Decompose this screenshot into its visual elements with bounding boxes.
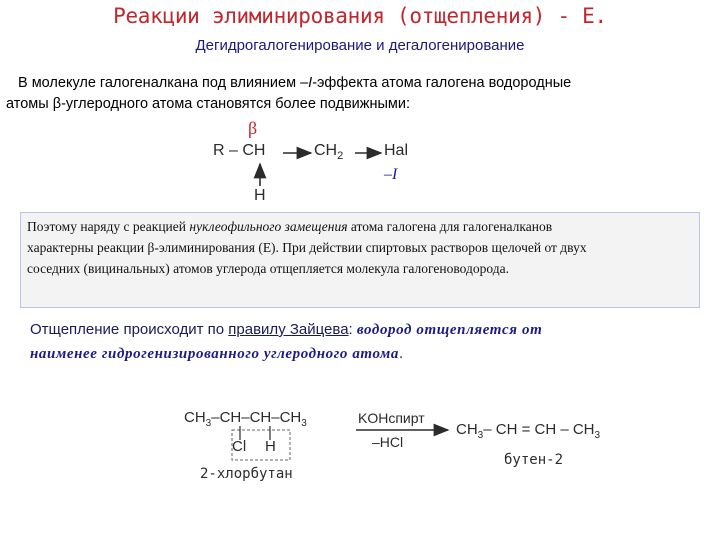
ch2-label: CH xyxy=(314,142,338,159)
note-emphasis: нуклеофильного замещения xyxy=(189,219,348,234)
reactant-name: 2-хлорбутан xyxy=(200,466,293,482)
scheme-h: H xyxy=(254,187,266,204)
rule-period: . xyxy=(399,345,404,362)
beta-symbol: β xyxy=(52,96,62,112)
rule-emphasis: водород отщепляется от xyxy=(356,322,543,338)
note-line-1 xyxy=(27,216,699,237)
zaitsev-rule xyxy=(30,318,710,366)
product-name: бутен-2 xyxy=(504,452,564,468)
intro-text: В молекуле галогеналкана под влиянием xyxy=(18,75,301,91)
hydrogen-label: H xyxy=(265,438,276,455)
rule-emphasis: наименее гидрогенизированного углеродного атома xyxy=(30,346,400,362)
zaitsev-rule-link[interactable]: правилу Зайцева xyxy=(228,321,349,338)
scheme-hal: Hal xyxy=(384,142,409,159)
reagent-label: KOHспирт xyxy=(358,410,425,426)
page-subtitle: Дегидрогалогенирование и дегалогенирование xyxy=(195,37,525,54)
note-text-span: атома галогена для галогеналканов xyxy=(347,219,553,234)
ch2-subscript: 2 xyxy=(337,150,344,163)
note-line-2: характерны реакции β-элиминирования (E). При действии спиртовых растворов щелочей от двух xyxy=(27,240,587,255)
chlorine-label: Cl xyxy=(232,438,247,455)
note-text xyxy=(27,216,699,279)
minus-i-label: –I xyxy=(384,166,398,183)
chain-label: – CH = CH – CH xyxy=(483,421,595,438)
page-title: Реакции элиминирования (отщепления) - E. xyxy=(113,4,607,28)
rule-line-2 xyxy=(30,342,710,366)
reactant-formula xyxy=(184,409,307,429)
inductive-effect-label: –I xyxy=(300,75,313,91)
chain-label: –CH–CH–CH xyxy=(211,409,302,426)
subscript: 3 xyxy=(477,430,484,441)
ch3-label: CH xyxy=(456,421,478,438)
rule-text: : xyxy=(348,321,357,338)
intro-text: -эффекта атома галогена водородные xyxy=(312,75,572,91)
rule-line-1 xyxy=(30,318,710,342)
scheme-r-ch: R – CH xyxy=(213,142,266,159)
subscript: 3 xyxy=(301,418,307,429)
ch3-label: CH xyxy=(184,409,206,426)
note-line-3: соседних (вицинальных) атомов углерода отщепляется молекула галогеноводорода. xyxy=(27,261,509,276)
byproduct-label: –HCl xyxy=(372,434,404,450)
rule-text: Отщепление происходит по xyxy=(30,321,229,338)
subscript: 3 xyxy=(205,418,212,429)
product-formula xyxy=(456,421,600,441)
beta-marker: β xyxy=(248,118,258,138)
intro-text: атомы xyxy=(6,96,53,112)
intro-text: -углеродного атома становятся более подвижными: xyxy=(61,96,411,112)
subscript: 3 xyxy=(594,430,601,441)
note-text-span: Поэтому наряду с реакцией xyxy=(27,219,190,234)
